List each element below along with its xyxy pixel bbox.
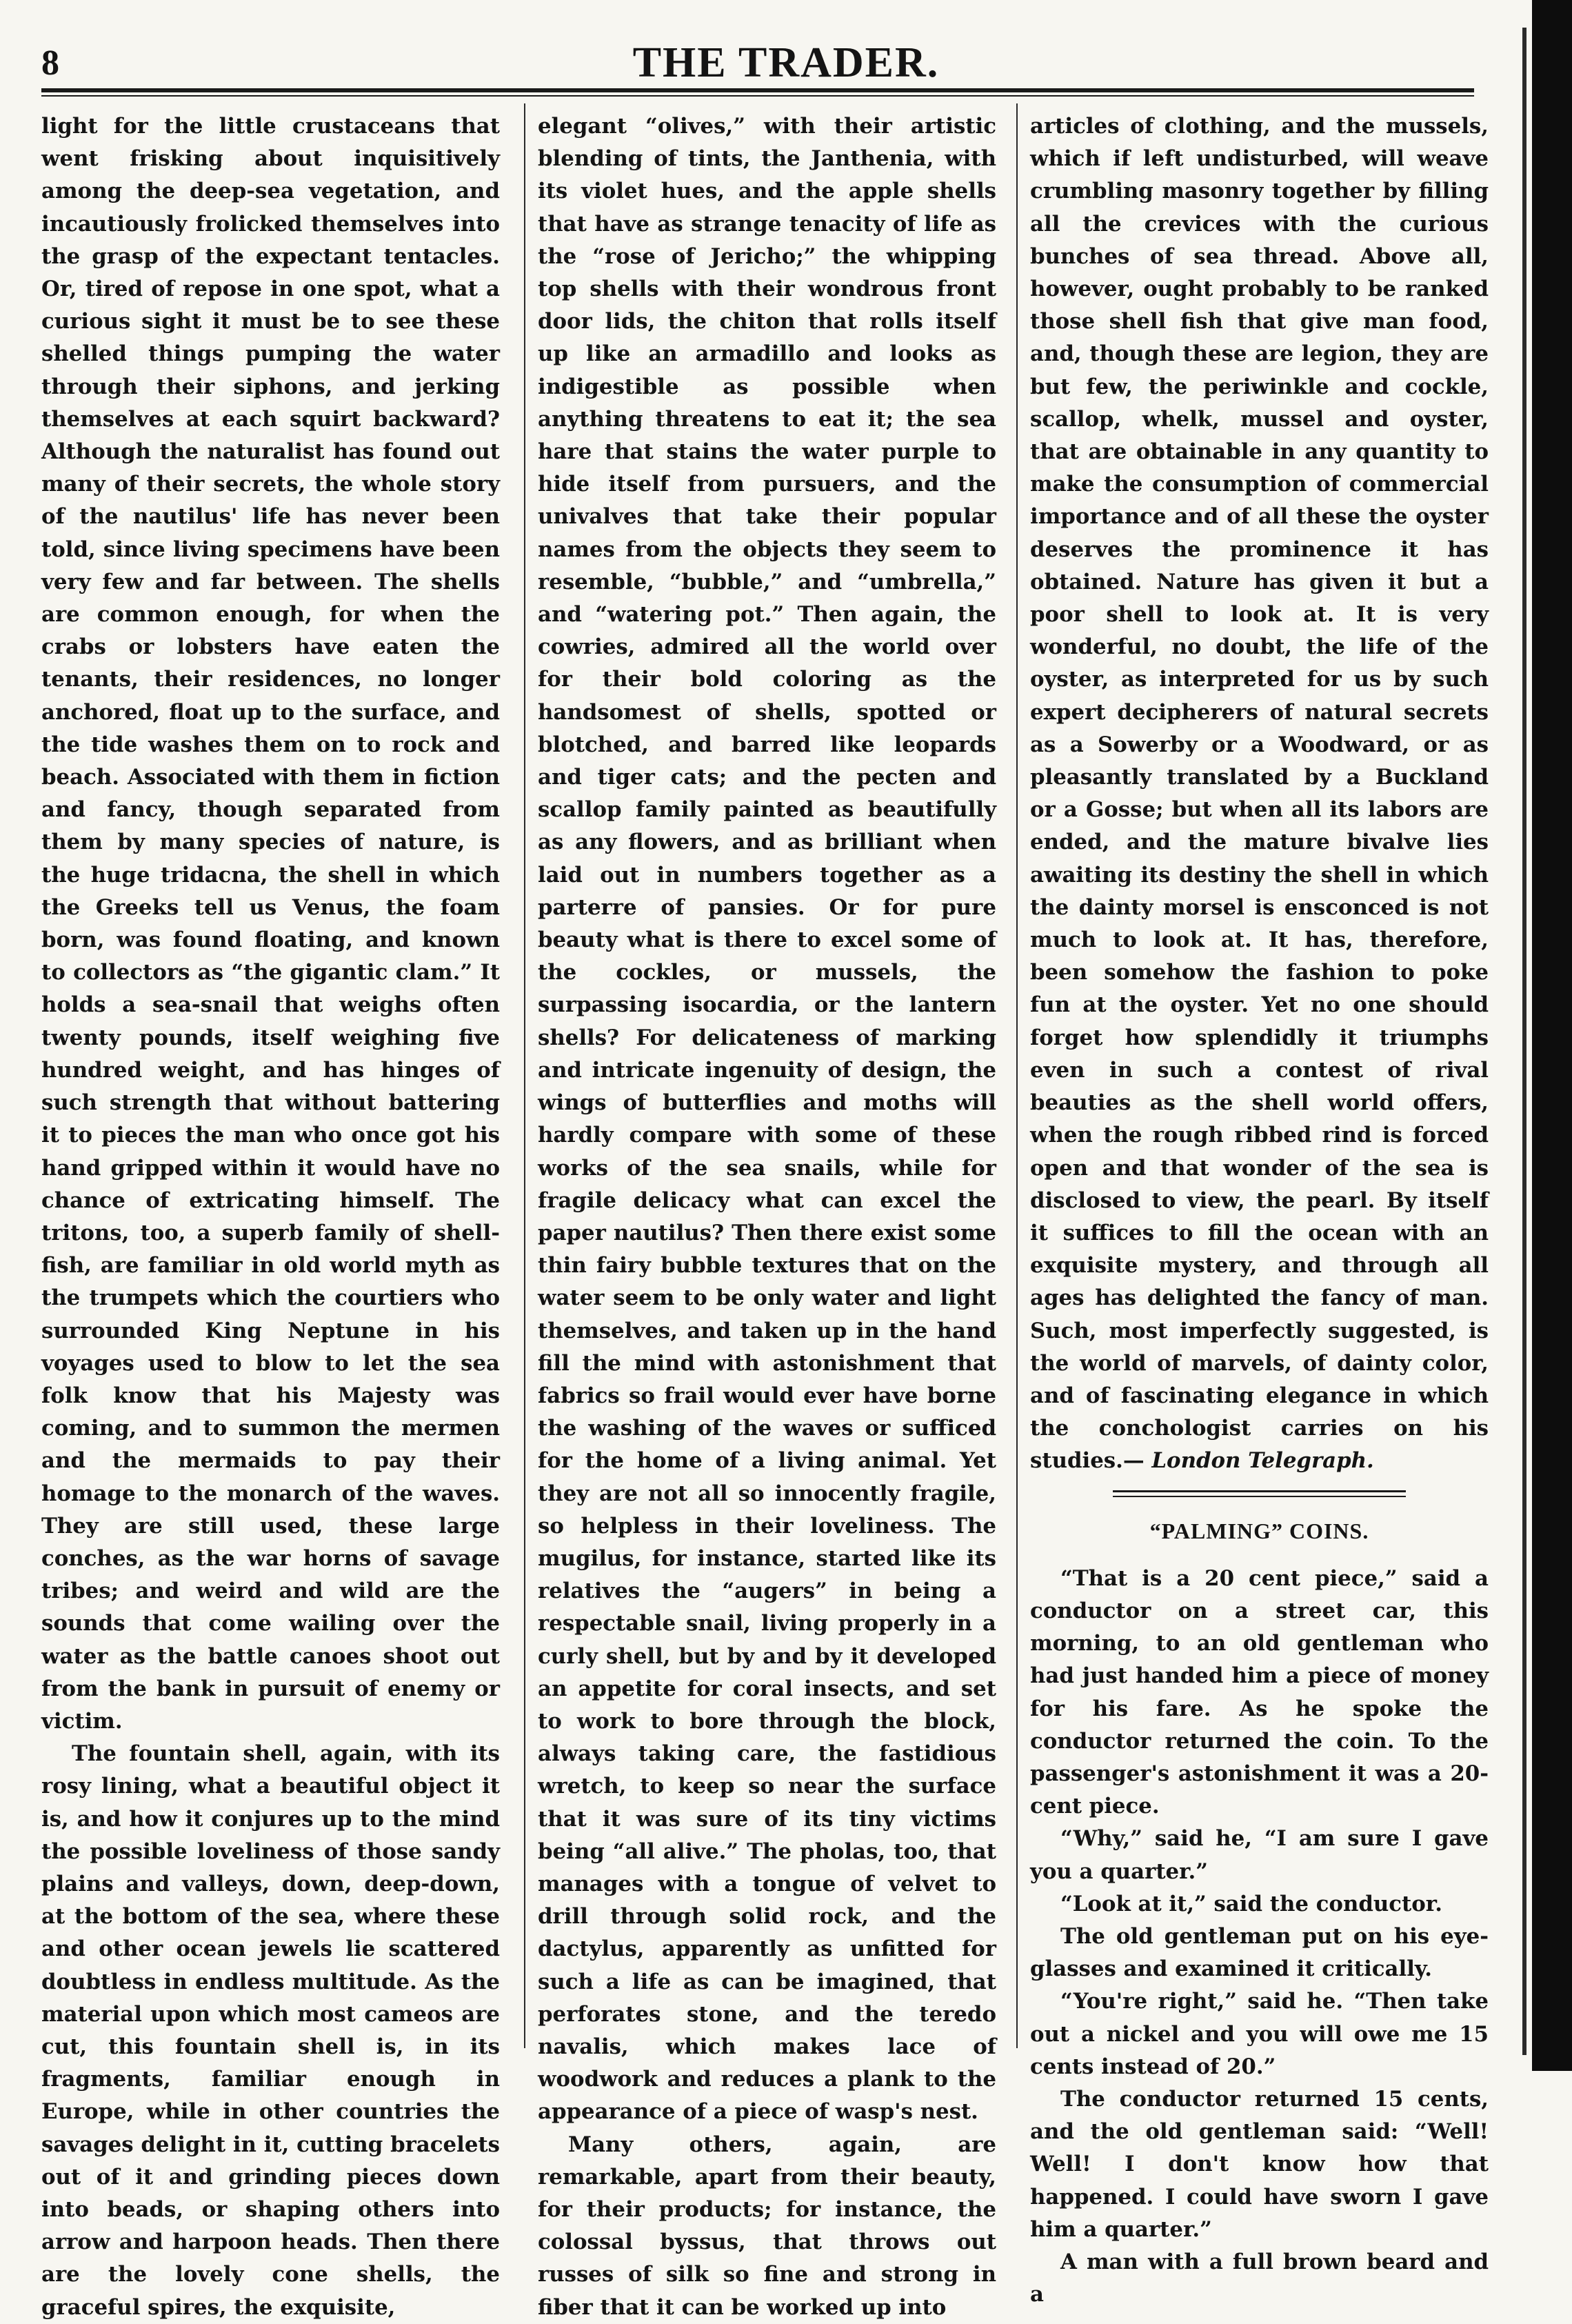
paragraph: A man with a full brown beard and a — [1030, 2250, 1489, 2307]
masthead-title: THE TRADER. — [632, 39, 940, 86]
paragraph: The conductor returned 15 cents, and the old gentleman said: “Well! Well! I don't know how that happened. I could have sworn I gave him a quarter.” — [1030, 2086, 1489, 2242]
column-2 — [538, 110, 996, 2324]
article-headline: “PALMING” COINS. — [1149, 1518, 1369, 1543]
masthead-rule — [41, 88, 1474, 92]
column-divider-2 — [1016, 103, 1018, 2048]
paragraph: Many others, again, are remarkable, apart from their beauty, for their products; for instance, the colossal byssus, that throws out russes of silk so fine and strong in fiber that it can be worked up into — [538, 2132, 996, 2320]
paragraph — [1030, 110, 1489, 1478]
source-credit: London Telegraph. — [1151, 1448, 1374, 1474]
paragraph: “You're right,” said he. “Then take out a nickel and you will owe me 15 cents instead of 20.” — [1030, 1989, 1489, 2079]
section-rule-thin — [1113, 1496, 1406, 1497]
paragraph: The fountain shell, again, with its rosy lining, what a beautiful object it is, and how it conjures up to the mind the possible loveliness of those sandy plains and valleys, down, deep-down, at the bottom of the sea, where these and other ocean jewels lie scattered doubtless in endless multitude. As the material upon which most cameos are cut, this fountain shell is, in its fragments, familiar enough in Europe, while in other countries the savages delight in it, cutting bracelets out of it and grinding pieces down into beads, or shaping others into arrow and harpoon heads. Then there are the lovely cone shells, the graceful spires, the exquisite, — [41, 1741, 500, 2320]
paragraph: The old gentleman put on his eye-glasses and examined it critically. — [1030, 1923, 1489, 1982]
paragraph: “Look at it,” said the conductor. — [1060, 1891, 1442, 1916]
section-rule — [1113, 1490, 1406, 1492]
column-divider-1 — [524, 103, 525, 2048]
page-gutter-line — [1522, 28, 1526, 2055]
page-number: 8 — [41, 43, 59, 83]
page-binding-edge — [1532, 0, 1572, 2071]
masthead-rule-thin — [41, 95, 1474, 97]
paragraph: elegant “olives,” with their artistic blending of tints, the Janthenia, with its violet hues, and the apple shells that have as strange tenacity of life as the “rose of Jericho;” the whipping top shells with their wondrous front door lids, the chiton that rolls itself up like an armadillo and looks as indigestible as possible when anything threatens to eat it; the sea hare that stains the water purple to hide itself from pursuers, and the univalves that take their popular names from the objects they seem to resemble, “bubble,” and “umbrella,” and “watering pot.” Then again, the cowries, admired all the world over for their bold coloring as the handsomest of shells, spotted or blotched, and barred like leopards and tiger cats; and the pecten and scallop family painted as beautifully as any flowers, and as brilliant when laid out in numbers together as a parterre of pansies. Or for pure beauty what is there to excel some of the cockles, or mussels, the surpassing isocardia, or the lantern shells? For delicateness of marking and intricate ingenuity of design, the wings of butterflies and moths will hardly compare with some of these works of the sea snails, while for fragile delicacy what can excel the paper nautilus? Then there exist some thin fairy bubble textures that on the water seem to be only water and light themselves, and taken up in the hand fill the mind with astonishment that fabrics so frail would ever have borne the washing of the waves or sufficed for the home of a living animal. Yet they are not all so innocently fragile, so helpless in their loveliness. The mugilus, for instance, started like its relatives the “augers” in being a respectable snail, living properly in a curly shell, but by and by it developed an appetite for coral insects, and set to work to bore through the block, always taking care, the fastidious wretch, to keep so near the surface that it was sure of its tiny victims being “all alive.” The pholas, too, that manages with a tongue of velvet to drill through solid rock, and the dactylus, apparently as unfitted for such a life as can be imagined, that perforates stone, and the teredo navalis, which makes lace of woodwork and reduces a plank to the appearance of a piece of wasp's nest. — [538, 114, 996, 2125]
paragraph: light for the little crustaceans that went frisking about inquisitively among the deep-sea vegetation, and incautiously frolicked themselves into the grasp of the expectant tentacles. Or, tired of repose in one spot, what a curious sight it must be to see these shelled things pumping the water through their siphons, and jerking themselves at each squirt backward? Although the naturalist has found out many of their secrets, the whole story of the nautilus' life has never been told, since living specimens have been very few and far between. The shells are common enough, for when the crabs or lobsters have eaten the tenants, their residences, no longer anchored, float up to the surface, and the tide washes them on to rock and beach. Associated with them in fiction and fancy, though separated from them by many species of nature, is the huge tridacna, the shell in which the Greeks tell us Venus, the foam born, was found floating, and known to collectors as “the gigantic clam.” It holds a sea-snail that weighs often twenty pounds, itself weighing five hundred weight, and has hinges of such strength that without battering it to pieces the man who once got his hand gripped within it would have no chance of extricating himself. The tritons, too, a superb family of shell-fish, are familiar in old world myth as the trumpets which the courtiers who surrounded King Neptune in his voyages used to blow to let the sea folk know that his Majesty was coming, and to summon the mermen and the mermaids to pay their homage to the monarch of the waves. They are still used, these large conches, as the war horns of savage tribes; and weird and wild are the sounds that come wailing over the water as the battle canoes shoot out from the bank in pursuit of enemy or victim. — [41, 114, 500, 1734]
paragraph: “Why,” said he, “I am sure I gave you a quarter.” — [1030, 1826, 1489, 1884]
column-1 — [41, 110, 500, 2324]
paragraph-text: articles of clothing, and the mussels, which if left undisturbed, will weave crumbling masonry together by filling all the crevices with the curious bunches of sea thread. Above all, however, ought probably to be ranked those shell fish that give man food, and, though these are legion, they are but few, the periwinkle and cockle, scallop, whelk, mussel and oyster, that are obtainable in any quantity to make the consumption of commercial importance and of all these the oyster deserves the prominence it has obtained. Nature has given it but a poor shell to look at. It is very wonderful, no doubt, the life of the oyster, as interpreted for us by such expert decipherers of natural secrets as a Sowerby or a Woodward, or as pleasantly translated by a Buckland or a Gosse; but when all its labors are ended, and the mature bivalve lies awaiting its destiny the shell in which the dainty morsel is ensconced is not much to look at. It has, therefore, been somehow the fashion to poke fun at the oyster. Yet no one should forget how splendidly it triumphs even in such a contest of rival beauties as the shell world offers, when the rough ribbed rind is forced open and that wonder of the sea is disclosed to view, the pearl. By itself it suffices to fill the ocean with an exquisite mystery, and through all ages has delighted the fancy of man. Such, most imperfectly suggested, is the world of marvels, of dainty color, and of fascinating elegance in which the conchologist carries on his studies.— — [1030, 114, 1489, 1474]
paragraph: “That is a 20 cent piece,” said a conductor on a street car, this morning, to an old gentleman who had just handed him a piece of money for his fare. As he spoke the conductor returned the coin. To the passenger's astonishment it was a 20-cent piece. — [1030, 1565, 1489, 1819]
column-3 — [1030, 110, 1489, 2311]
